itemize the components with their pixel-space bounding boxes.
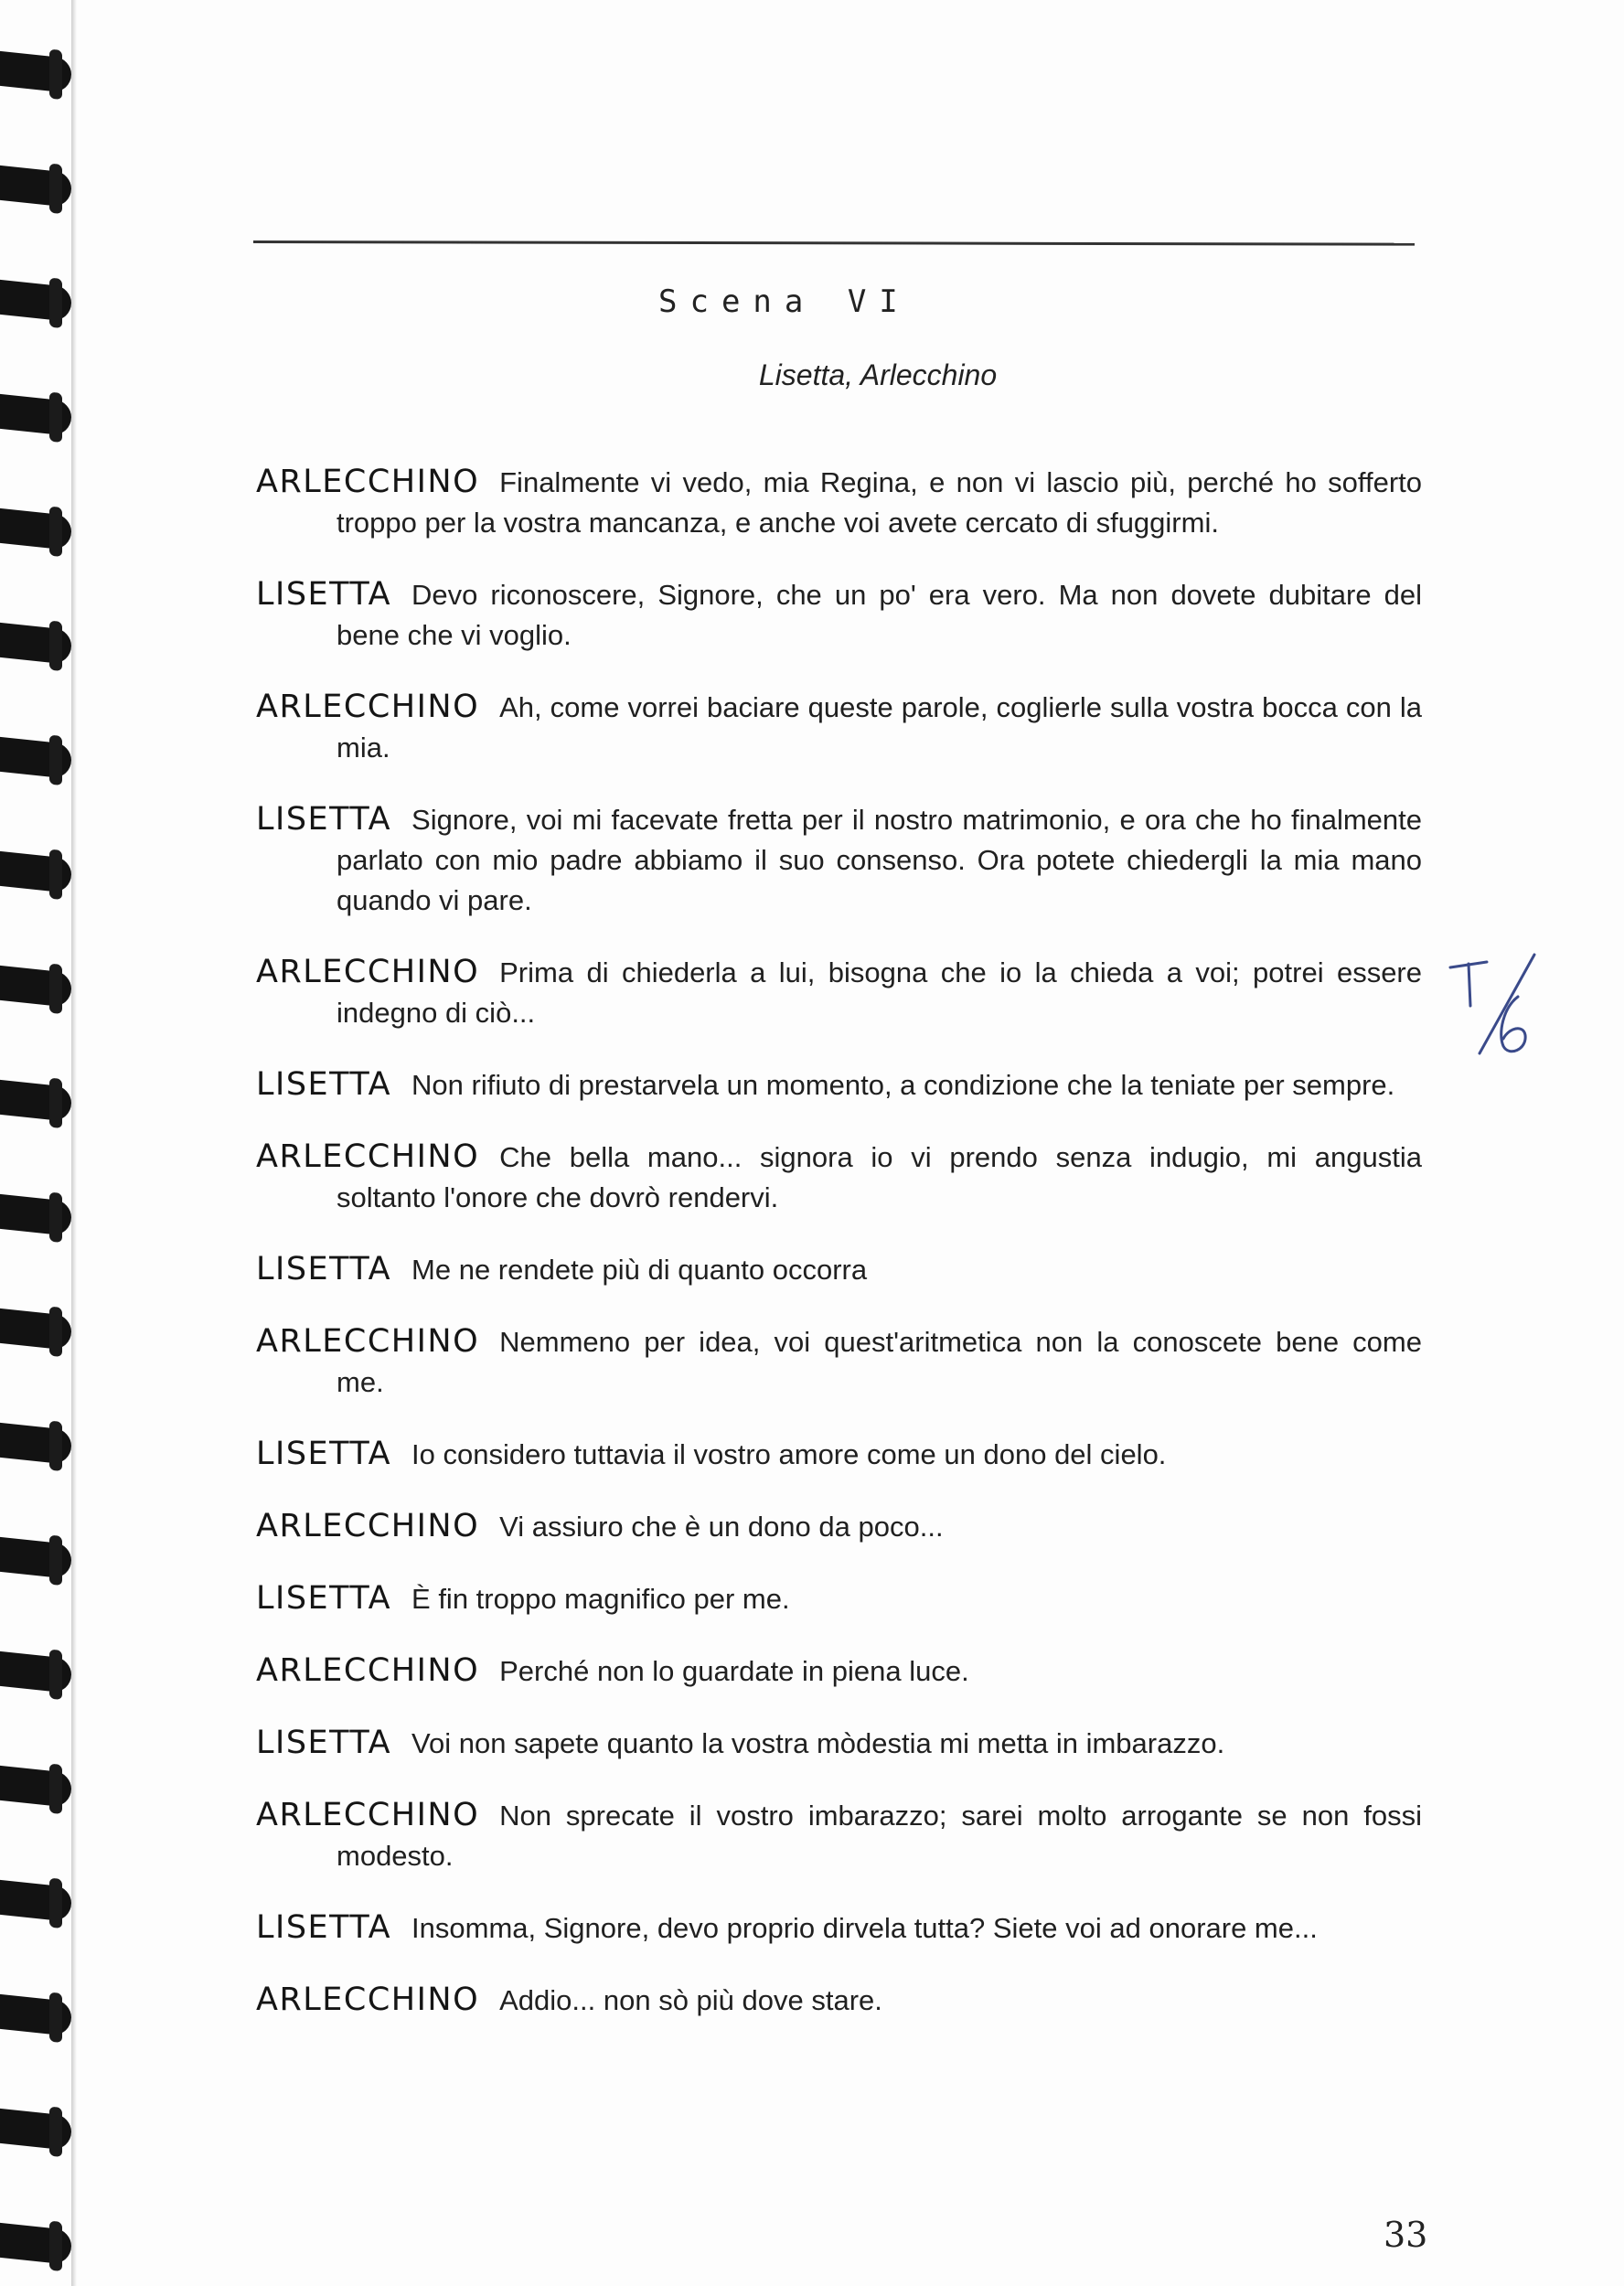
speaker-name: LISETTA: [256, 1725, 392, 1761]
binding-ring: [0, 966, 71, 1008]
binding-ring: [0, 51, 71, 93]
binding-ring: [0, 1194, 71, 1236]
speech-text: Perché non lo guardate in piena luce.: [499, 1655, 969, 1687]
binding-ring: [0, 1537, 71, 1579]
binding-ring: [0, 166, 71, 208]
scene-characters: Lisetta, Arlecchino: [758, 358, 998, 391]
binding-ring: [0, 1423, 71, 1465]
binding-ring: [0, 737, 71, 779]
dialogue-line: [256, 1434, 1422, 1475]
speech-text: Me ne rendete più di quanto occorra: [411, 1254, 868, 1286]
dialogue-line: [256, 1907, 1422, 1949]
speech-text: Nemmeno per idea, voi quest'aritmetica non la conoscete bene come me.: [337, 1326, 1422, 1398]
speaker-name: ARLECCHINO: [256, 954, 480, 990]
speaker-name: ARLECCHINO: [256, 1982, 480, 2018]
speaker-name: LISETTA: [256, 801, 392, 838]
dialogue-line: [256, 687, 1422, 768]
dialogue-line: [256, 462, 1422, 543]
speech-text: Voi non sapete quanto la vostra mòdestia mi metta in imbarazzo.: [411, 1727, 1225, 1759]
speech-text: Io considero tuttavia il vostro amore come un dono del cielo.: [411, 1438, 1167, 1470]
dialogue-line: [256, 1980, 1422, 2021]
spiral-binding: [0, 0, 101, 2286]
speech-text: Non rifiuto di prestarvela un momento, a condizione che la teniate per sempre.: [411, 1069, 1395, 1101]
speech-text: Ah, come vorrei baciare queste parole, coglierle sulla vostra bocca con la mia.: [337, 691, 1422, 764]
dialogue-line: [256, 1578, 1422, 1619]
header-rule: [253, 240, 1415, 246]
speaker-name: LISETTA: [256, 1909, 392, 1946]
speech-text: Devo riconoscere, Signore, che un po' era vero. Ma non dovete dubitare del bene che vi voglio.: [337, 579, 1422, 651]
speech-text: Prima di chiederla a lui, bisogna che io la chieda a voi; potrei essere indegno di ciò...: [337, 956, 1422, 1029]
binding-ring: [0, 508, 71, 550]
speaker-name: ARLECCHINO: [256, 1652, 480, 1689]
dialogue-line: [256, 1650, 1422, 1692]
binding-ring: [0, 1994, 71, 2036]
dialogue-line: [256, 1137, 1422, 1218]
binding-edge-shadow: [71, 0, 77, 2286]
binding-ring: [0, 1651, 71, 1693]
speaker-name: ARLECCHINO: [256, 1323, 480, 1360]
dialogue-line: [256, 1506, 1422, 1547]
speaker-name: LISETTA: [256, 1066, 392, 1103]
speaker-name: LISETTA: [256, 1251, 392, 1287]
dialogue-line: [256, 1795, 1422, 1876]
dialogue-line: [256, 952, 1422, 1033]
speaker-name: ARLECCHINO: [256, 689, 480, 725]
speech-text: Insomma, Signore, devo proprio dirvela tutta? Siete voi ad onorare me...: [411, 1912, 1318, 1944]
binding-ring: [0, 2109, 71, 2151]
speaker-name: ARLECCHINO: [256, 1797, 480, 1833]
dialogue-line: [256, 1723, 1422, 1764]
binding-ring: [0, 394, 71, 436]
dialogue-block: [256, 462, 1422, 2052]
dialogue-line: [256, 799, 1422, 921]
binding-ring: [0, 851, 71, 893]
speech-text: Finalmente vi vedo, mia Regina, e non vi lascio più, perché ho sofferto troppo per la vostra mancanza, e anche voi avete cercato di sfuggirmi.: [337, 466, 1422, 539]
speech-text: Signore, voi mi facevate fretta per il nostro matrimonio, e ora che ho finalmente parlato con mio padre abbiamo il suo consenso. Ora potete chiedergli la mia mano quando vi pare.: [337, 804, 1422, 916]
speaker-name: LISETTA: [256, 1436, 392, 1472]
speaker-name: ARLECCHINO: [256, 1508, 480, 1544]
handwritten-annotation: [1443, 951, 1544, 1061]
speaker-name: ARLECCHINO: [256, 1138, 480, 1175]
scene-title: Scena VI: [658, 283, 911, 320]
dialogue-line: [256, 1321, 1422, 1403]
binding-ring: [0, 1766, 71, 1808]
dialogue-line: [256, 574, 1422, 656]
speech-text: Non sprecate il vostro imbarazzo; sarei molto arrogante se non fossi modesto.: [337, 1800, 1422, 1872]
binding-ring: [0, 623, 71, 665]
dialogue-line: [256, 1064, 1422, 1106]
binding-ring: [0, 1080, 71, 1122]
binding-ring: [0, 1309, 71, 1351]
binding-ring: [0, 2223, 71, 2265]
binding-ring: [0, 280, 71, 322]
speech-text: È fin troppo magnifico per me.: [411, 1583, 790, 1615]
page-number: 33: [1384, 2215, 1428, 2255]
speech-text: Vi assiuro che è un dono da poco...: [499, 1511, 944, 1543]
speaker-name: LISETTA: [256, 1580, 392, 1617]
binding-ring: [0, 1880, 71, 1922]
speech-text: Che bella mano... signora io vi prendo senza indugio, mi angustia soltanto l'onore che dovrò rendervi.: [337, 1141, 1422, 1213]
speaker-name: ARLECCHINO: [256, 464, 480, 500]
dialogue-line: [256, 1249, 1422, 1290]
speaker-name: LISETTA: [256, 576, 392, 613]
speech-text: Addio... non sò più dove stare.: [499, 1984, 882, 2016]
